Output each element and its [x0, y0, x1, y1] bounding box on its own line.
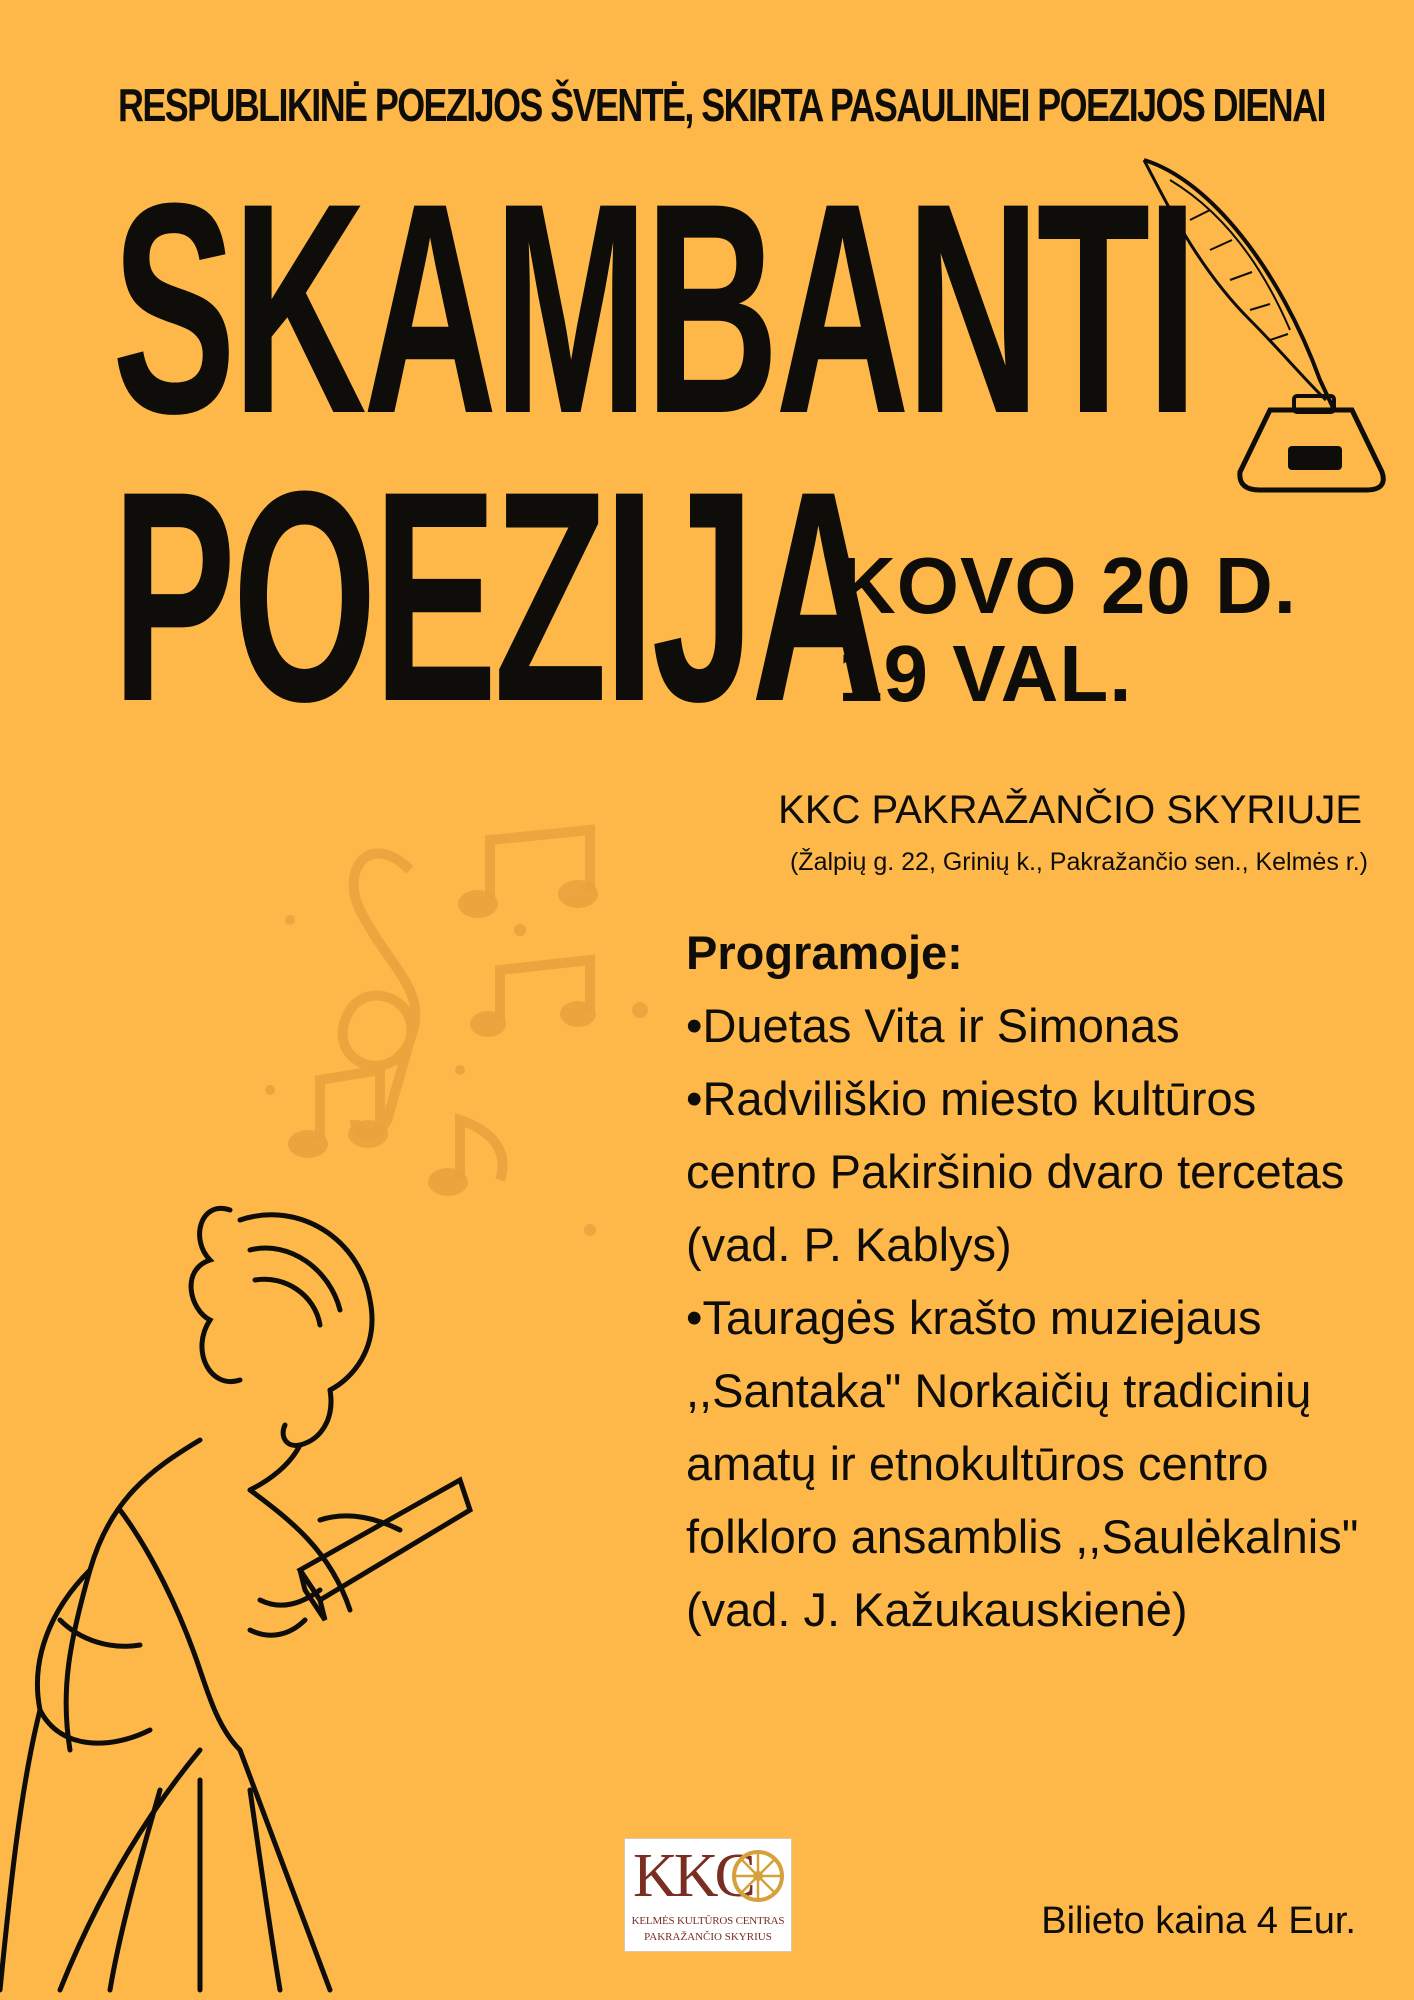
event-time: 19 VAL. — [838, 629, 1133, 718]
program-item-2: •Radviliškio miesto kultūros centro Pakiršinio dvaro tercetas (vad. P. Kablys) — [686, 1072, 1345, 1271]
title-line-1: SKAMBANTI — [112, 140, 1195, 476]
ticket-price: Bilieto kaina 4 Eur. — [1041, 1900, 1356, 1942]
logo-branch-name: PAKRAŽANČIO SKYRIUS — [644, 1931, 772, 1943]
event-subtitle: RESPUBLIKINĖ POEZIJOS ŠVENTĖ, SKIRTA PASAULINEI POEZIJOS DIENAI — [118, 79, 1325, 131]
event-date-day: KOVO 20 D. — [838, 541, 1298, 630]
logo-org-name: KELMĖS KULTŪROS CENTRAS — [631, 1915, 785, 1927]
program-item-1: •Duetas Vita ir Simonas — [686, 999, 1180, 1052]
program-item-3: •Tauragės krašto muziejaus ,,Santaka" Norkaičių tradicinių amatų ir etnokultūros centro folkloro ansamblis ,,Saulėkalnis" (vad. J. Kažukauskienė) — [686, 1291, 1359, 1636]
logo-letters: KKC — [633, 1842, 752, 1910]
program-heading: Programoje: — [686, 926, 963, 979]
wheel-icon — [729, 1847, 787, 1905]
event-address: (Žalpių g. 22, Grinių k., Pakražančio sen., Kelmės r.) — [789, 848, 1368, 876]
title-line-2: POEZIJA — [112, 428, 882, 764]
woman-reading-illustration — [0, 1190, 500, 2000]
event-date — [838, 542, 1297, 718]
kkc-logo — [624, 1838, 792, 1952]
quill-inkwell-icon — [1130, 150, 1390, 510]
program-list — [686, 916, 1366, 1646]
event-venue: KKC PAKRAŽANČIO SKYRIUJE — [778, 788, 1362, 832]
